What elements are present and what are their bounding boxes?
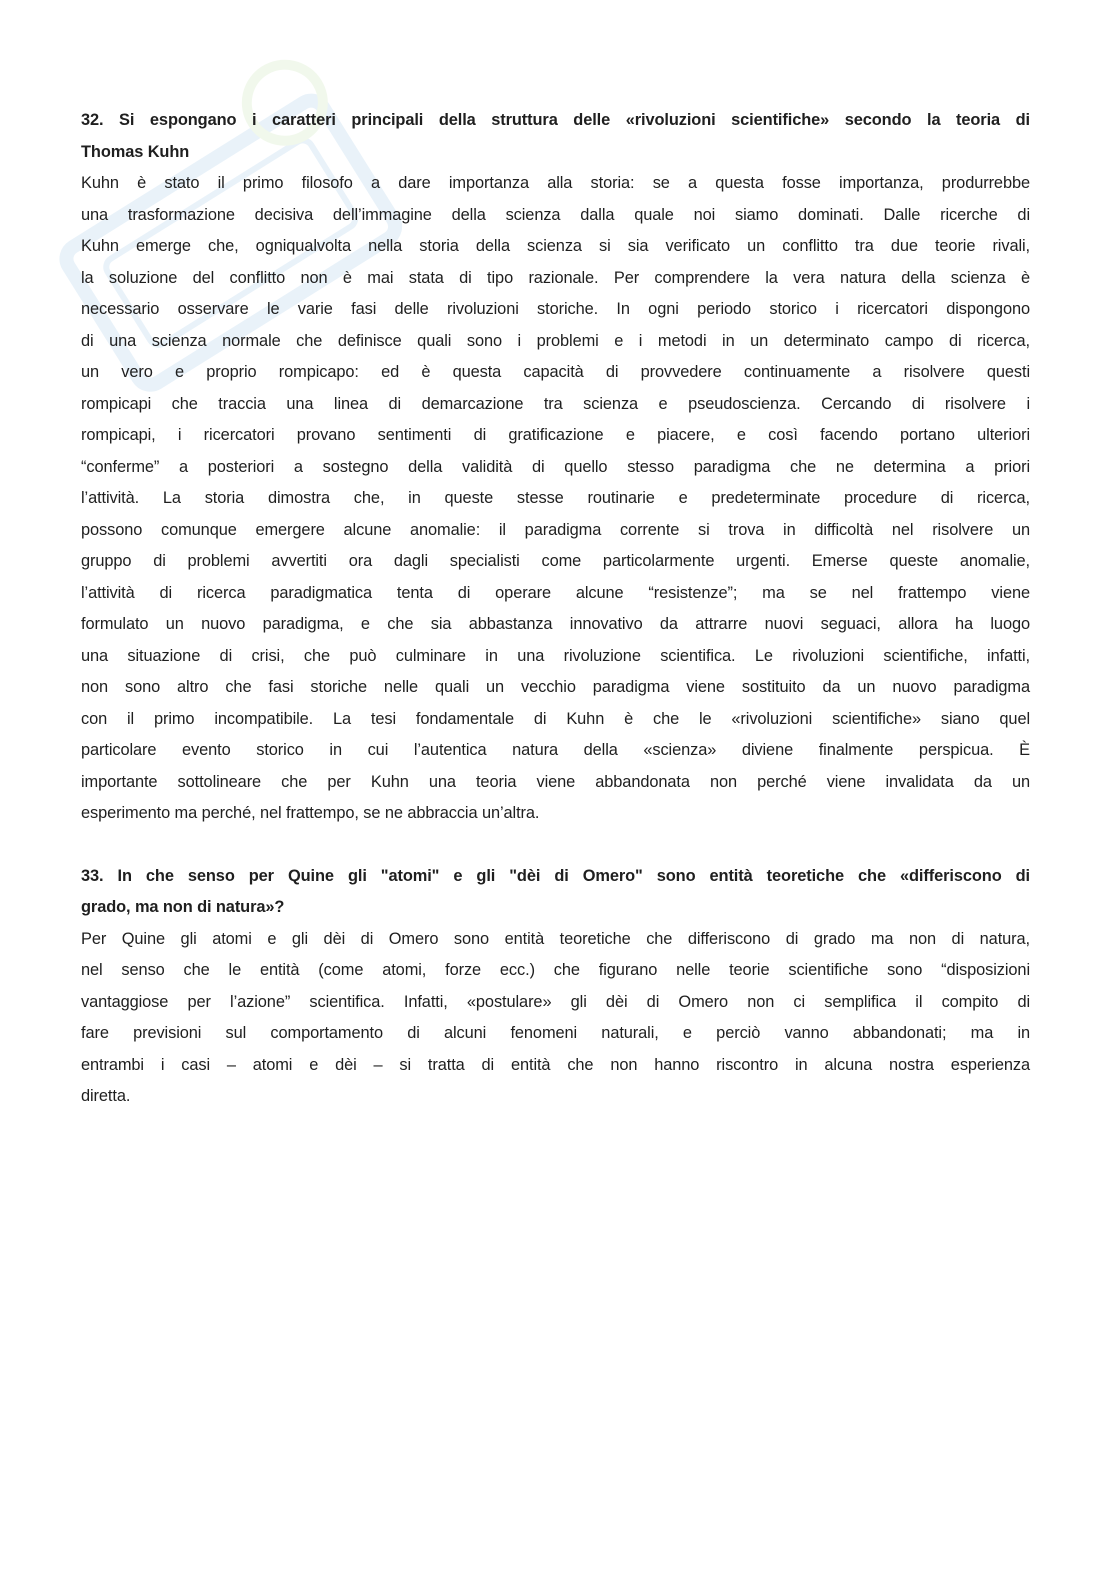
paragraph-line: una situazione di crisi, che può culminare in una rivoluzione scientifica. Le rivoluzioni scientifiche, infatti, [81, 646, 1030, 665]
paragraph-line: Kuhn emerge che, ogniqualvolta nella storia della scienza si sia verificato un conflitto tra due teorie rivali, [81, 237, 1030, 255]
paragraph-line: di una scienza normale che definisce quali sono i problemi e i metodi in un determinato campo di ricerca, [81, 331, 1030, 350]
document-content [81, 105, 1030, 1113]
paragraph-line: Kuhn è stato il primo filosofo a dare importanza alla storia: se a questa fosse importanza, produrrebbe [81, 174, 1030, 192]
paragraph-line: rompicapi, i ricercatori provano sentimenti di gratificazione e piacere, e così facendo portano ulteriori [81, 426, 1030, 444]
paragraph-line: l’attività. La storia dimostra che, in queste stesse routinarie e predeterminate procedure di ricerca, [81, 489, 1030, 507]
paragraph-line: rompicapi che traccia una linea di demarcazione tra scienza e pseudoscienza. Cercando di risolvere i [81, 394, 1030, 413]
answer-paragraph-33 [81, 924, 1030, 1113]
question-section-32 [81, 105, 1030, 830]
paragraph-line: gruppo di problemi avvertiti ora dagli specialisti come particolarmente urgenti. Emerse queste anomalie, [81, 552, 1030, 570]
paragraph-line: esperimento ma perché, nel frattempo, se ne abbraccia un’altra. [81, 804, 540, 822]
heading-line: grado, ma non di natura»? [81, 898, 285, 916]
paragraph-line: Per Quine gli atomi e gli dèi di Omero sono entità teoretiche che differiscono di grado ma non di natura, [81, 929, 1030, 948]
paragraph-line: nel senso che le entità (come atomi, forze ecc.) che figurano nelle teorie scientifiche sono “disposizioni [81, 961, 1030, 979]
paragraph-line: formulato un nuovo paradigma, e che sia abbastanza innovativo da attrarre nuovi seguaci, allora ha luogo [81, 615, 1030, 633]
question-section-33 [81, 861, 1030, 1113]
heading-line: 32. Si espongano i caratteri principali della struttura delle «rivoluzioni scientifiche» secondo la teoria di [81, 111, 1030, 129]
paragraph-line: necessario osservare le varie fasi delle rivoluzioni storiche. In ogni periodo storico i ricercatori dispongono [81, 300, 1030, 318]
heading-line: 33. In che senso per Quine gli "atomi" e gli "dèi di Omero" sono entità teoretiche che «differiscono di [81, 866, 1030, 885]
paragraph-line: la soluzione del conflitto non è mai stata di tipo razionale. Per comprendere la vera natura della scienza è [81, 268, 1030, 287]
paragraph-line: diretta. [81, 1087, 131, 1105]
answer-paragraph-32 [81, 168, 1030, 830]
heading-line: Thomas Kuhn [81, 142, 190, 161]
question-heading-32 [81, 105, 1030, 168]
paragraph-line: “conferme” a posteriori a sostegno della validità di quello stesso paradigma che ne determina a priori [81, 457, 1030, 476]
paragraph-line: fare previsioni sul comportamento di alcuni fenomeni naturali, e perciò vanno abbandonati; ma in [81, 1024, 1030, 1042]
paragraph-line: con il primo incompatibile. La tesi fondamentale di Kuhn è che le «rivoluzioni scientifiche» siano quel [81, 709, 1030, 728]
paragraph-line: un vero e proprio rompicapo: ed è questa capacità di provvedere continuamente a risolvere questi [81, 363, 1030, 381]
paragraph-line: possono comunque emergere alcune anomalie: il paradigma corrente si trova in difficoltà nel risolvere un [81, 520, 1030, 539]
question-heading-33 [81, 861, 1030, 924]
paragraph-line: non sono altro che fasi storiche nelle quali un vecchio paradigma viene sostituito da un nuovo paradigma [81, 678, 1030, 696]
paragraph-line: entrambi i casi – atomi e dèi – si tratta di entità che non hanno riscontro in alcuna nostra esperienza [81, 1055, 1030, 1074]
paragraph-line: l’attività di ricerca paradigmatica tenta di operare alcune “resistenze”; ma se nel frattempo viene [81, 583, 1030, 602]
paragraph-line: importante sottolineare che per Kuhn una teoria viene abbandonata non perché viene invalidata da un [81, 772, 1030, 791]
paragraph-line: una trasformazione decisiva dell’immagine della scienza dalla quale noi siamo dominati. Dalle ricerche di [81, 205, 1030, 224]
paragraph-line: vantaggiose per l’azione” scientifica. Infatti, «postulare» gli dèi di Omero non ci semplifica il compito di [81, 992, 1030, 1011]
paragraph-line: particolare evento storico in cui l’autentica natura della «scienza» diviene finalmente perspicua. È [81, 741, 1030, 759]
